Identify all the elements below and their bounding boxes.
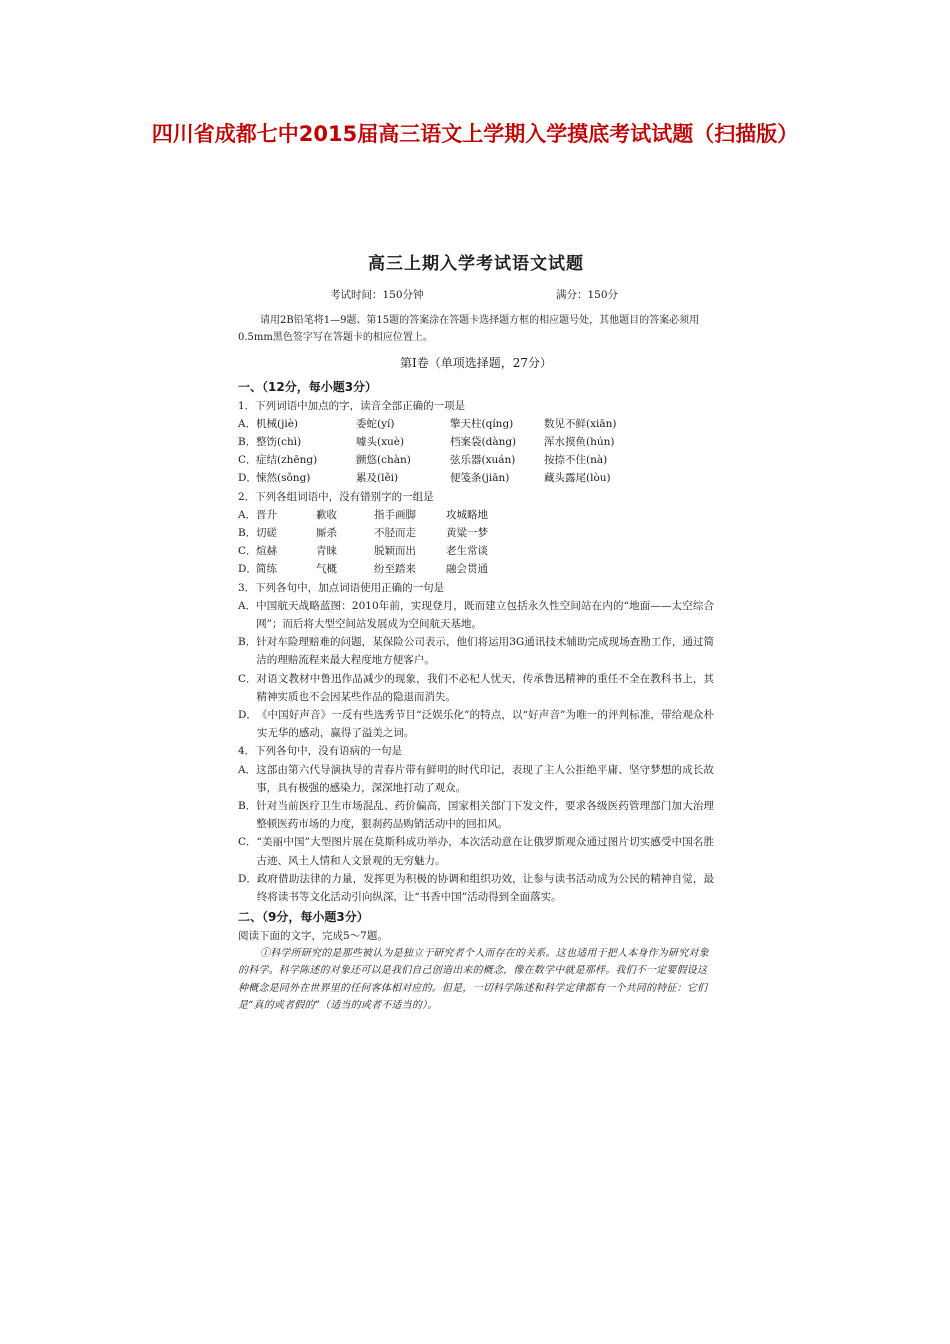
option-letter: A． [238, 417, 257, 430]
question-3-option [238, 633, 714, 669]
option-item: 数见不鲜(xiān) [544, 417, 617, 430]
option-item: 档案袋(dàng) [450, 436, 517, 449]
exam-instructions: 请用2B铅笔将1—9题、第15题的答案涂在答题卡选择题方框的相应题号处，其他题目的答案必须用0.5mm黑色签字写在答题卡的相应位置上。 [238, 315, 700, 344]
option-item: 症结(zhēng) [256, 454, 318, 467]
section-two-heading: 二、（9分，每小题3分） [238, 910, 369, 925]
option-item: 累及(lěi) [356, 472, 399, 485]
option-item: 厮杀 [316, 527, 337, 540]
option-item: 机械(jiè) [256, 417, 299, 430]
option-item: 擎天柱(qíng) [450, 417, 514, 430]
exam-score: 满分：150分 [555, 289, 618, 301]
question-1-stem: 1．下列词语中加点的字，读音全部正确的一项是 [238, 399, 466, 412]
option-letter: A． [238, 599, 257, 612]
option-letter: B． [238, 636, 257, 649]
option-letter: D． [238, 709, 257, 722]
question-4-option [238, 870, 714, 906]
option-item: 简练 [256, 563, 277, 576]
question-2-option [238, 560, 714, 578]
question-3-option [238, 597, 714, 633]
option-item: 藏头露尾(lòu) [544, 472, 611, 485]
reading-passage: ①科学所研究的是那些被认为是独立于研究者个人而存在的关系。这也适用于把人本身作为研究对象的科学。科学陈述的对象还可以是我们自己创造出来的概念，像在数学中就是那样。我们不一定要假设这种概念是同外在世界里的任何客体相对应的。但是，一切科学陈述和科学定律都有一个共同的特征：它们是“真的或者假的”（适当的或者不适当的）。 [238, 947, 709, 1012]
scanned-exam-page [238, 252, 714, 1015]
question-4-option [238, 797, 714, 833]
option-text: 对语文教材中鲁迅作品减少的现象，我们不必杞人忧天，传承鲁迅精神的重任不全在教科书上，其精神实质也不会因某些作品的隐退而消失。 [256, 672, 714, 703]
option-letter: C． [238, 672, 257, 685]
option-item: 歉收 [316, 508, 337, 521]
option-letter: D． [238, 472, 257, 485]
reading-intro: 阅读下面的文字，完成5～7题。 [238, 929, 388, 942]
option-text: 中国航天战略蓝图：2010年前，实现登月，既而建立包括永久性空间站在内的“地面——太空综合网”；而后将大型空间站发展成为空间航天基地。 [256, 599, 714, 631]
question-1-option [238, 433, 714, 451]
option-item: 噱头(xuè) [356, 436, 405, 449]
question-2-option [238, 506, 714, 524]
option-item: 气概 [316, 563, 337, 576]
option-letter: D． [238, 563, 257, 576]
option-item: 整饬(chì) [256, 436, 302, 449]
option-text: 这部由第六代导演执导的青春片带有鲜明的时代印记，表现了主人公拒绝平庸、坚守梦想的成长故事，具有极强的感染力，深深地打动了观众。 [256, 763, 714, 794]
option-item: 纷至踏来 [374, 563, 416, 576]
option-letter: B． [238, 800, 257, 813]
option-item: 切磋 [256, 527, 277, 540]
option-item: 颤悠(chàn) [356, 454, 411, 467]
option-item: 攻城略地 [446, 508, 488, 521]
option-item: 便笺条(jiān) [450, 472, 510, 485]
question-2-option [238, 524, 714, 542]
option-text: 针对车险理赔难的问题，某保险公司表示，他们将运用3G通讯技术辅助完成现场查勘工作，通过简洁的理赔流程来最大程度地方便客户。 [256, 636, 714, 667]
question-4-option [238, 761, 714, 797]
exam-meta [238, 286, 714, 304]
option-item: 煊赫 [256, 545, 277, 558]
page-header-title: 四川省成都七中2015届高三语文上学期入学摸底考试试题（扫描版） [151, 122, 799, 146]
question-1-option [238, 415, 714, 433]
question-4-option [238, 833, 714, 869]
option-letter: B． [238, 436, 257, 449]
option-text: 针对当前医疗卫生市场混乱、药价偏高，国家相关部门下发文件，要求各级医药管理部门加大治理整顿医药市场的力度，狠刹药品购销活动中的回扣风。 [256, 800, 714, 831]
option-item: 按捺不住(nà) [544, 454, 608, 467]
question-2-stem: 2．下列各组词语中，没有错别字的一组是 [238, 490, 434, 503]
question-2-option [238, 542, 714, 560]
option-letter: B． [238, 527, 257, 540]
option-item: 指手画脚 [374, 508, 416, 521]
option-text: 政府借助法律的力量，发挥更为积极的协调和组织功效，让参与读书活动成为公民的精神自觉，最终将读书等文化活动引向纵深，让“书香中国”活动得到全面落实。 [256, 872, 714, 904]
part-one-heading: 第Ⅰ卷（单项选择题，27分） [399, 356, 552, 371]
option-item: 晋升 [256, 508, 277, 521]
option-letter: D． [238, 872, 257, 885]
question-3-option [238, 706, 714, 742]
option-item: 弦乐器(xuán) [450, 454, 516, 467]
section-one-heading: 一、（12分，每小题3分） [238, 380, 378, 395]
question-1-option [238, 469, 714, 487]
option-text: 《中国好声音》一反有些选秀节目“泛娱乐化”的特点，以“好声音”为唯一的评判标准，带给观众朴实无华的感动，赢得了溢美之词。 [256, 709, 714, 740]
option-item: 不胫而走 [374, 527, 416, 540]
question-4-stem: 4．下列各句中，没有语病的一句是 [238, 745, 403, 758]
option-item: 融会贯通 [446, 563, 488, 576]
question-1-option [238, 451, 714, 469]
option-item: 悚然(sǒng) [256, 472, 311, 485]
option-letter: A． [238, 508, 257, 521]
option-letter: C． [238, 836, 257, 849]
option-letter: A． [238, 763, 257, 776]
question-3-option [238, 670, 714, 706]
option-item: 浑水摸鱼(hún) [544, 436, 615, 449]
question-3-stem: 3．下列各句中，加点词语使用正确的一句是 [238, 581, 445, 594]
option-text: “美丽中国”大型图片展在莫斯科成功举办，本次活动意在让俄罗斯观众通过图片切实感受中国名胜古迹、风土人情和人文景观的无穷魅力。 [256, 836, 714, 867]
option-item: 脱颖而出 [374, 545, 416, 558]
option-item: 委蛇(yí) [356, 417, 395, 430]
option-item: 黄粱一梦 [446, 527, 488, 540]
option-item: 青睐 [316, 545, 337, 558]
option-letter: C． [238, 545, 257, 558]
exam-time: 考试时间：150分钟 [330, 289, 424, 301]
exam-title: 高三上期入学考试语文试题 [368, 254, 584, 274]
option-letter: C． [238, 454, 257, 467]
option-item: 老生常谈 [446, 545, 488, 558]
